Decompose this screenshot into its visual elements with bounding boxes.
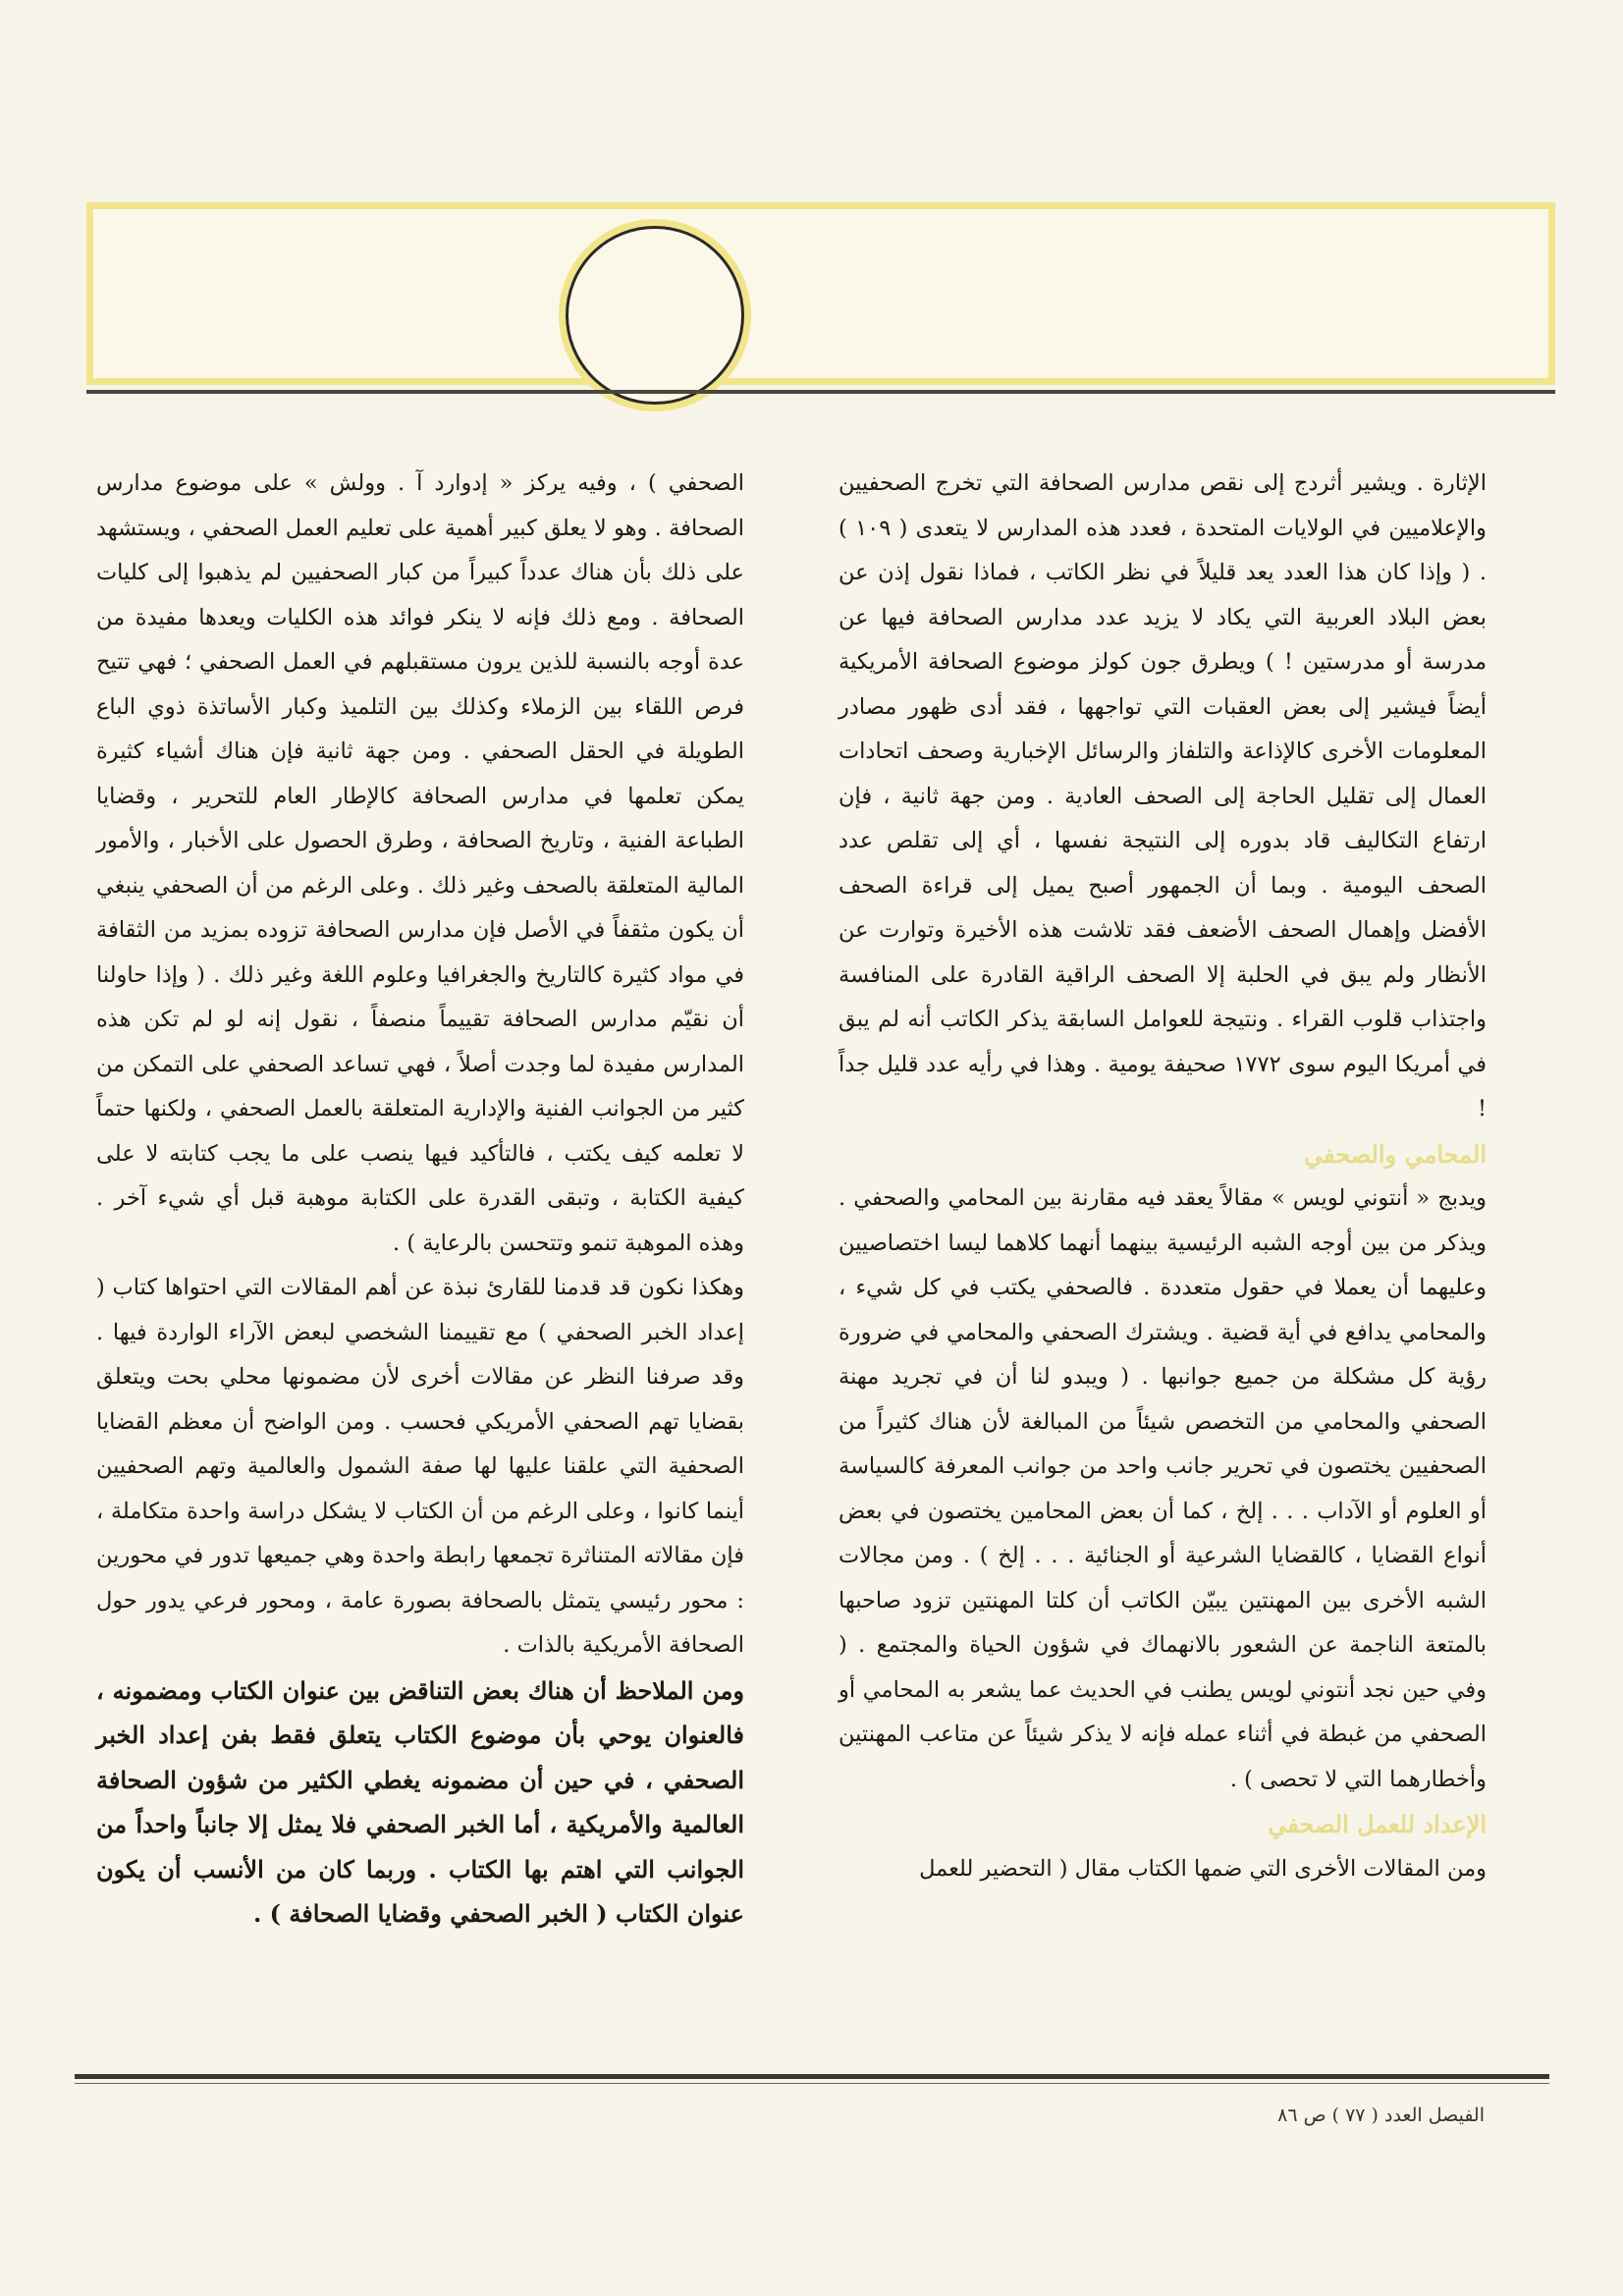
section-heading-preparation: الإعداد للعمل الصحفي: [1268, 1810, 1487, 1838]
right-column: [839, 462, 1487, 1891]
right-paragraph-3: ومن المقالات الأخرى التي ضمها الكتاب مقال ( التحضير للعمل: [919, 1855, 1487, 1882]
page-footer: الفيصل العدد ( ٧٧ ) ص ٨٦: [1277, 2105, 1485, 2126]
left-paragraph-1: الصحفي ) ، وفيه يركز « إدوارد آ . وولش » على موضوع مدارس الصحافة . وهو لا يعلق كبير أهمية على تعليم العمل الصحفي ، ويستشهد على ذلك بأن هناك عدداً كبيراً من كبار الصحفيين لم يذهبوا إلى كليات الصحافة . ومع ذلك فإنه لا ينكر فوائد هذه الكليات ويعدها مفيدة من عدة أوجه بالنسبة للذين يرون مستقبلهم في العمل الصحفي ؛ فهي تتيح فرص اللقاء بين الزملاء وكذلك بين التلميذ وكبار الأساتذة ذوي الباع الطويلة في الحقل الصحفي . ومن جهة ثانية فإن هناك أشياء كثيرة يمكن تعلمها في مدارس الصحافة كالإطار العام للتحرير ، وقضايا الطباعة الفنية ، وتاريخ الصحافة ، وطرق الحصول على الأخبار ، والأمور المالية المتعلقة بالصحف وغير ذلك . وعلى الرغم من أن الصحفي ينبغي أن يكون مثقفاً في الأصل فإن مدارس الصحافة تزوده بمزيد من الثقافة في مواد كثيرة كالتاريخ والجغرافيا وعلوم اللغة وغير ذلك . ( وإذا حاولنا أن نقيّم مدارس الصحافة تقييماً منصفاً ، نقول إنه لو لم تكن هذه المدارس مفيدة لما وجدت أصلاً ، فهي تساعد الصحفي على التمكن من كثير من الجوانب الفنية والإدارية المتعلقة بالعمل الصحفي ، ولكنها حتماً لا تعلمه كيف يكتب ، فالتأكيد فيها ينصب على ما يجب كتابته لا على كيفية الكتابة ، وتبقى القدرة على الكتابة موهبة قبل أي شيء آخر . وهذه الموهبة تنمو وتتحسن بالرعاية ) .: [96, 470, 744, 1256]
section-heading-lawyer-journalist: المحامي والصحفي: [1304, 1139, 1487, 1169]
footer-rule: [75, 2074, 1549, 2079]
right-paragraph-1: الإثارة . ويشير أثردج إلى نقص مدارس الصحافة التي تخرج الصحفيين والإعلاميين في الولايات المتحدة ، فعدد هذه المدارس لا يتعدى ( ١٠٩ ) . ( وإذا كان هذا العدد يعد قليلاً في نظر الكاتب ، فماذا نقول إذن عن بعض البلاد العربية التي يكاد لا يزيد عدد مدارس الصحافة فيها عن مدرسة أو مدرستين ! ) ويطرق جون كولز موضوع الصحافة الأمريكية أيضاً فيشير إلى بعض العقبات التي تواجهها ، فقد أدى ظهور مصادر المعلومات الأخرى كالإذاعة والتلفاز والرسائل الإخبارية وصحف اتحادات العمال إلى تقليل الحاجة إلى الصحف العادية . ومن جهة ثانية ، فإن ارتفاع التكاليف قاد بدوره إلى النتيجة نفسها ، أي إلى تقلص عدد الصحف اليومية . وبما أن الجمهور أصبح يميل إلى قراءة الصحف الأفضل وإهمال الصحف الأضعف فقد تلاشت هذه الأخيرة وتوارت عن الأنظار ولم يبق في الحلبة إلا الصحف الراقية القادرة على المنافسة واجتذاب قلوب القراء . ونتيجة للعوامل السابقة يذكر الكاتب أنه لم يبق في أمريكا اليوم سوى ١٧٧٢ صحيفة يومية . وهذا في رأيه عدد قليل جداً !: [839, 470, 1487, 1121]
footer-rule-thin: [75, 2083, 1549, 2084]
right-paragraph-2: ويدبج « أنتوني لويس » مقالاً يعقد فيه مقارنة بين المحامي والصحفي . ويذكر من بين أوجه الشبه الرئيسية بينهما أنهما كلاهما ليسا اختصاصيين وعليهما أن يعملا في حقول متعددة . فالصحفي يكتب في كل شيء ، والمحامي يدافع في أية قضية . ويشترك الصحفي والمحامي في ضرورة رؤية كل مشكلة من جميع جوانبها . ( ويبدو لنا أن في تجريد مهنة الصحفي والمحامي من التخصص شيئاً من المبالغة لأن هناك كثيراً من الصحفيين يختصون في تحرير جانب واحد من جوانب المعرفة كالسياسة أو العلوم أو الآداب . . . إلخ ، كما أن بعض المحامين يختصون في بعض أنواع القضايا ، كالقضايا الشرعية أو الجنائية . . . إلخ ) . ومن مجالات الشبه الأخرى بين المهنتين يبيّن الكاتب أن كلتا المهنتين تزود صاحبها بالمتعة الناجمة عن الشعور بالانهماك في شؤون الحياة والمجتمع . ( وفي حين نجد أنتوني لويس يطنب في الحديث عما يشعر به المحامي أو الصحفي من غبطة في أثناء عمله فإنه لا يذكر شيئاً عن متاعب المهنتين وأخطارهما التي لا تحصى ) .: [839, 1185, 1487, 1792]
header-rule: [86, 390, 1555, 394]
header-banner: [86, 202, 1555, 385]
left-paragraph-2: وهكذا نكون قد قدمنا للقارئ نبذة عن أهم المقالات التي احتواها كتاب ( إعداد الخبر الصحفي ) مع تقييمنا الشخصي لبعض الآراء الواردة فيها . وقد صرفنا النظر عن مقالات أخرى لأن مضمونها محلي بحت ويتعلق بقضايا تهم الصحفي الأمريكي فحسب . ومن الواضح أن معظم القضايا الصحفية التي علقنا عليها لها صفة الشمول والعالمية وتهم الصحفيين أينما كانوا ، وعلى الرغم من أن الكتاب لا يشكل دراسة واحدة متكاملة ، فإن مقالاته المتناثرة تجمعها رابطة واحدة وهي جميعها تدور في محورين : محور رئيسي يتمثل بالصحافة بصورة عامة ، ومحور فرعي يدور حول الصحافة الأمريكية بالذات .: [96, 1275, 744, 1658]
left-paragraph-3: ومن الملاحظ أن هناك بعض التناقض بين عنوان الكتاب ومضمونه ، فالعنوان يوحي بأن موضوع الكتاب يتعلق فقط بفن إعداد الخبر الصحفي ، في حين أن مضمونه يغطي الكثير من شؤون الصحافة العالمية والأمريكية ، أما الخبر الصحفي فلا يمثل إلا جانباً واحداً من الجوانب التي اهتم بها الكتاب . وربما كان من الأنسب أن يكون عنوان الكتاب ( الخبر الصحفي وقضايا الصحافة ) .: [96, 1675, 744, 1928]
circle-emblem: [566, 226, 744, 405]
left-column: [96, 462, 744, 1937]
